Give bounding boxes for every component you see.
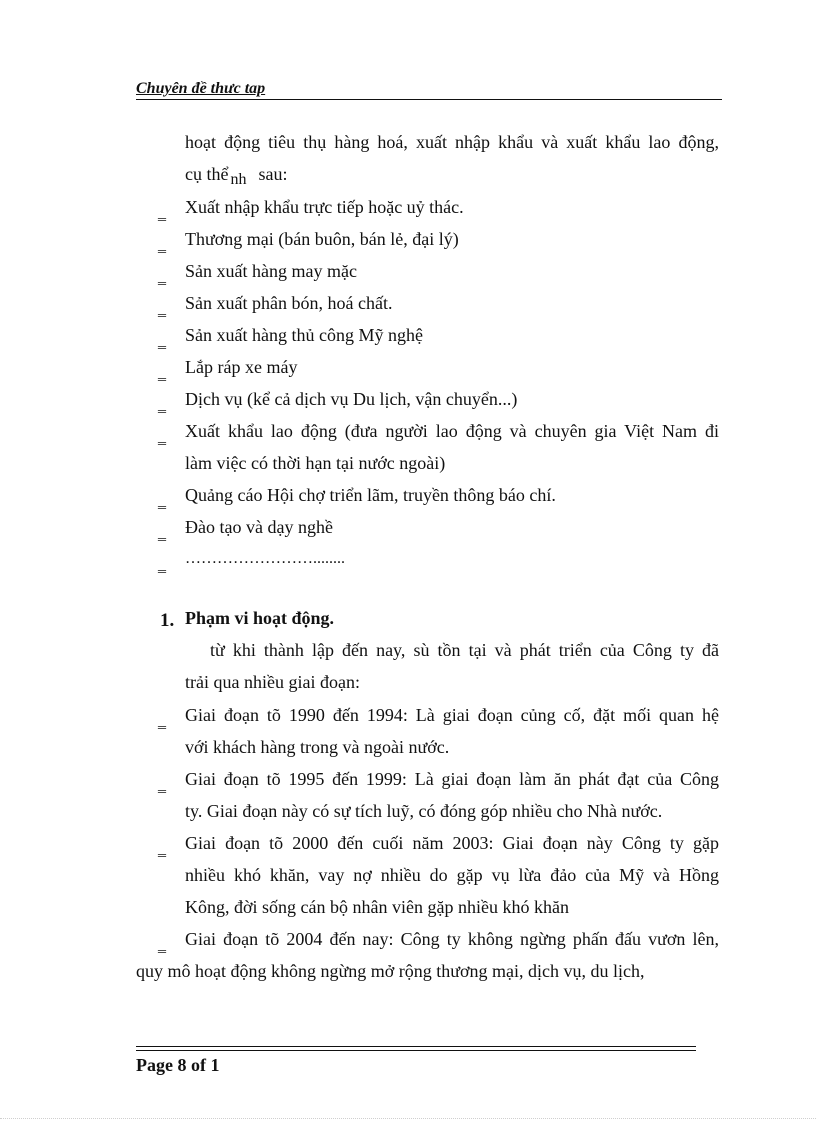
stage-line: Giai đoạn tõ 1990 đến 1994: Là giai đoạn củng cố, đặt mối quan hệ	[185, 705, 719, 725]
stage-line: Kông, đời sống cán bộ nhân viên gặp nhiều khó khăn	[185, 897, 569, 917]
list-item: Đào tạo và dạy nghề	[185, 517, 333, 537]
bullet-marker: ‗	[158, 524, 166, 541]
list-item: Xuất khẩu lao động (đưa người lao động và chuyên gia Việt Nam đi	[185, 421, 719, 441]
list-item: Sản xuất hàng may mặc	[185, 261, 357, 281]
stage-line: với khách hàng trong và ngoài nước.	[185, 737, 450, 757]
bullet-marker: ‗	[158, 364, 166, 381]
list-item-ellipsis: ……………………........	[185, 550, 345, 567]
intro-line-2b: sau:	[258, 164, 288, 184]
bullet-marker: ‗	[158, 204, 166, 221]
bullet-marker: ‗	[158, 492, 166, 509]
header-title: Chuyên đề thưc tap	[136, 80, 266, 97]
footer-rule	[136, 1046, 696, 1047]
list-item: Lắp ráp xe máy	[185, 357, 298, 377]
section-heading: Phạm vi hoạt động.	[185, 608, 335, 628]
list-item: Dịch vụ (kể cả dịch vụ Du lịch, vận chuyển...)	[185, 389, 518, 409]
bullet-marker: ‗	[158, 712, 166, 729]
list-item: Quảng cáo Hội chợ triển lãm, truyền thông báo chí.	[185, 485, 556, 505]
intro-line-2a: cụ thể	[185, 164, 229, 184]
list-item: Sản xuất hàng thủ công Mỹ nghệ	[185, 325, 423, 345]
intro-line-1: hoạt động tiêu thụ hàng hoá, xuất nhập khẩu và xuất khẩu lao động,	[185, 132, 719, 152]
bullet-marker: ‗	[158, 396, 166, 413]
footer-rule	[136, 1050, 696, 1051]
section-number: 1.	[160, 610, 175, 631]
list-item: Sản xuất phân bón, hoá chất.	[185, 293, 393, 313]
list-item: Thương mại (bán buôn, bán lẻ, đại lý)	[185, 229, 459, 249]
bullet-marker: ‗	[158, 936, 166, 953]
bullet-marker: ‗	[158, 300, 166, 317]
paragraph-line: trải qua nhiều giai đoạn:	[185, 672, 360, 692]
bullet-marker: ‗	[158, 840, 166, 857]
stage-line: Giai đoạn tõ 1995 đến 1999: Là giai đoạn làm ăn phát đạt của Công	[185, 769, 719, 789]
paragraph-line: từ khi thành lập đến nay, sù tồn tại và phát triển của Công ty đã	[210, 640, 719, 660]
bullet-marker: ‗	[158, 236, 166, 253]
stage-line: quy mô hoạt động không ngừng mở rộng thương mại, dịch vụ, du lịch,	[136, 961, 645, 981]
list-item-continuation: làm việc có thời hạn tại nước ngoài)	[185, 453, 446, 473]
bullet-marker: ‗	[158, 268, 166, 285]
bullet-marker: ‗	[158, 776, 166, 793]
list-item: Xuất nhập khẩu trực tiếp hoặc uỷ thác.	[185, 197, 464, 217]
stage-line: nhiều khó khăn, vay nợ nhiều do gặp vụ lừa đảo của Mỹ và Hồng	[185, 865, 719, 885]
stage-line: Giai đoạn tõ 2004 đến nay: Công ty không ngừng phấn đấu vươn lên,	[185, 929, 719, 949]
header-rule	[136, 99, 722, 100]
bullet-marker: ‗	[158, 556, 166, 573]
page-bottom-edge	[0, 1118, 816, 1119]
intro-line-2	[185, 163, 287, 187]
intro-line-2-sub: nh	[230, 171, 247, 188]
bullet-marker: ‗	[158, 428, 166, 445]
stage-line: ty. Giai đoạn này có sự tích luỹ, có đóng góp nhiều cho Nhà nước.	[185, 801, 663, 821]
stage-line: Giai đoạn tõ 2000 đến cuối năm 2003: Giai đoạn này Công ty gặp	[185, 833, 719, 853]
page-number: Page 8 of 1	[136, 1055, 220, 1075]
bullet-marker: ‗	[158, 332, 166, 349]
